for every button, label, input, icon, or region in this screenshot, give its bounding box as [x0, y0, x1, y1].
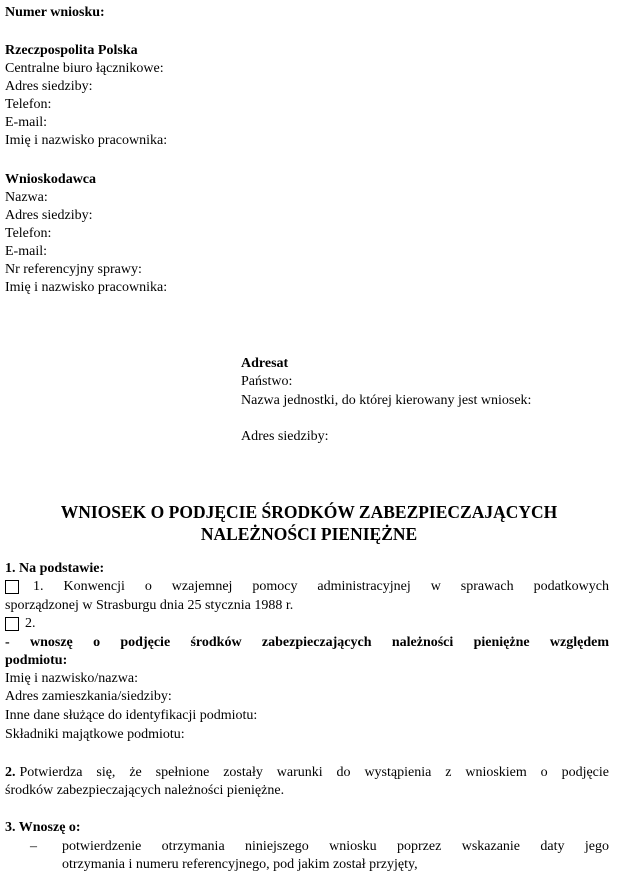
section1-option2-row: [5, 615, 36, 633]
addressee-field-unit: Nazwa jednostki, do której kierowany jest wniosek:: [241, 393, 532, 408]
applicant-field-employee: Imię i nazwisko pracownika:: [5, 280, 168, 295]
sender-field-address: Adres siedziby:: [5, 79, 93, 94]
applicant-field-name: Nazwa:: [5, 190, 48, 205]
section3-item1-line1: potwierdzenie otrzymania niniejszego wniosku poprzez wskazanie daty jego: [62, 839, 609, 854]
section1-option1-row: [5, 578, 609, 596]
addressee-field-address: Adres siedziby:: [241, 429, 329, 444]
section1-request-line2: podmiotu:: [5, 653, 68, 668]
document-title-line1: WNIOSEK O PODJĘCIE ŚRODKÓW ZABEZPIECZAJĄCYCH: [60, 502, 558, 522]
subject-field-name: Imię i nazwisko/nazwa:: [5, 671, 138, 686]
section1-option2-text: 2.: [25, 616, 36, 631]
section1-heading: 1. Na podstawie:: [5, 561, 105, 576]
section3-heading: 3. Wnoszę o:: [5, 820, 81, 835]
sender-field-phone: Telefon:: [5, 97, 52, 112]
subject-field-address: Adres zamieszkania/siedziby:: [5, 689, 172, 704]
applicant-field-address: Adres siedziby:: [5, 208, 93, 223]
section2-text-line2: środków zabezpieczających należności pieniężne.: [5, 783, 285, 798]
addressee-heading: Adresat: [241, 356, 289, 371]
subject-field-assets: Składniki majątkowe podmiotu:: [5, 727, 185, 742]
section2-text-line1: Potwierdza się, że spełnione zostały warunki do wystąpienia z wnioskiem o podjęcie: [19, 765, 609, 780]
applicant-field-phone: Telefon:: [5, 226, 52, 241]
section2-number: 2.: [5, 765, 16, 780]
applicant-heading: Wnioskodawca: [5, 172, 97, 187]
subject-field-other-data: Inne dane służące do identyfikacji podmiotu:: [5, 708, 258, 723]
section2-line1-row: [5, 764, 609, 782]
option1-checkbox[interactable]: [5, 580, 19, 594]
option2-checkbox[interactable]: [5, 617, 19, 631]
bullet-dash: –: [30, 839, 37, 854]
section3-item1-line2: otrzymania i numeru referencyjnego, pod jakim został przyjęty,: [62, 857, 418, 872]
section1-option1-text-line1: 1. Konwencji o wzajemnej pomocy administracyjnej w sprawach podatkowych: [33, 579, 609, 594]
applicant-field-reference: Nr referencyjny sprawy:: [5, 262, 142, 277]
section1-option1-text-line2: sporządzonej w Strasburgu dnia 25 stycznia 1988 r.: [5, 598, 294, 613]
document-title-line2: NALEŻNOŚCI PIENIĘŻNE: [200, 524, 418, 544]
sender-field-employee: Imię i nazwisko pracownika:: [5, 133, 168, 148]
addressee-field-country: Państwo:: [241, 374, 293, 389]
section3-item1-row: [30, 838, 609, 856]
sender-heading: Rzeczpospolita Polska: [5, 43, 138, 58]
section1-request-line1: - wnoszę o podjęcie środków zabezpieczających należności pieniężne względem: [5, 635, 609, 650]
sender-field-liaison-office: Centralne biuro łącznikowe:: [5, 61, 164, 76]
applicant-field-email: E-mail:: [5, 244, 47, 259]
application-number-label: Numer wniosku:: [5, 5, 105, 20]
sender-field-email: E-mail:: [5, 115, 47, 130]
